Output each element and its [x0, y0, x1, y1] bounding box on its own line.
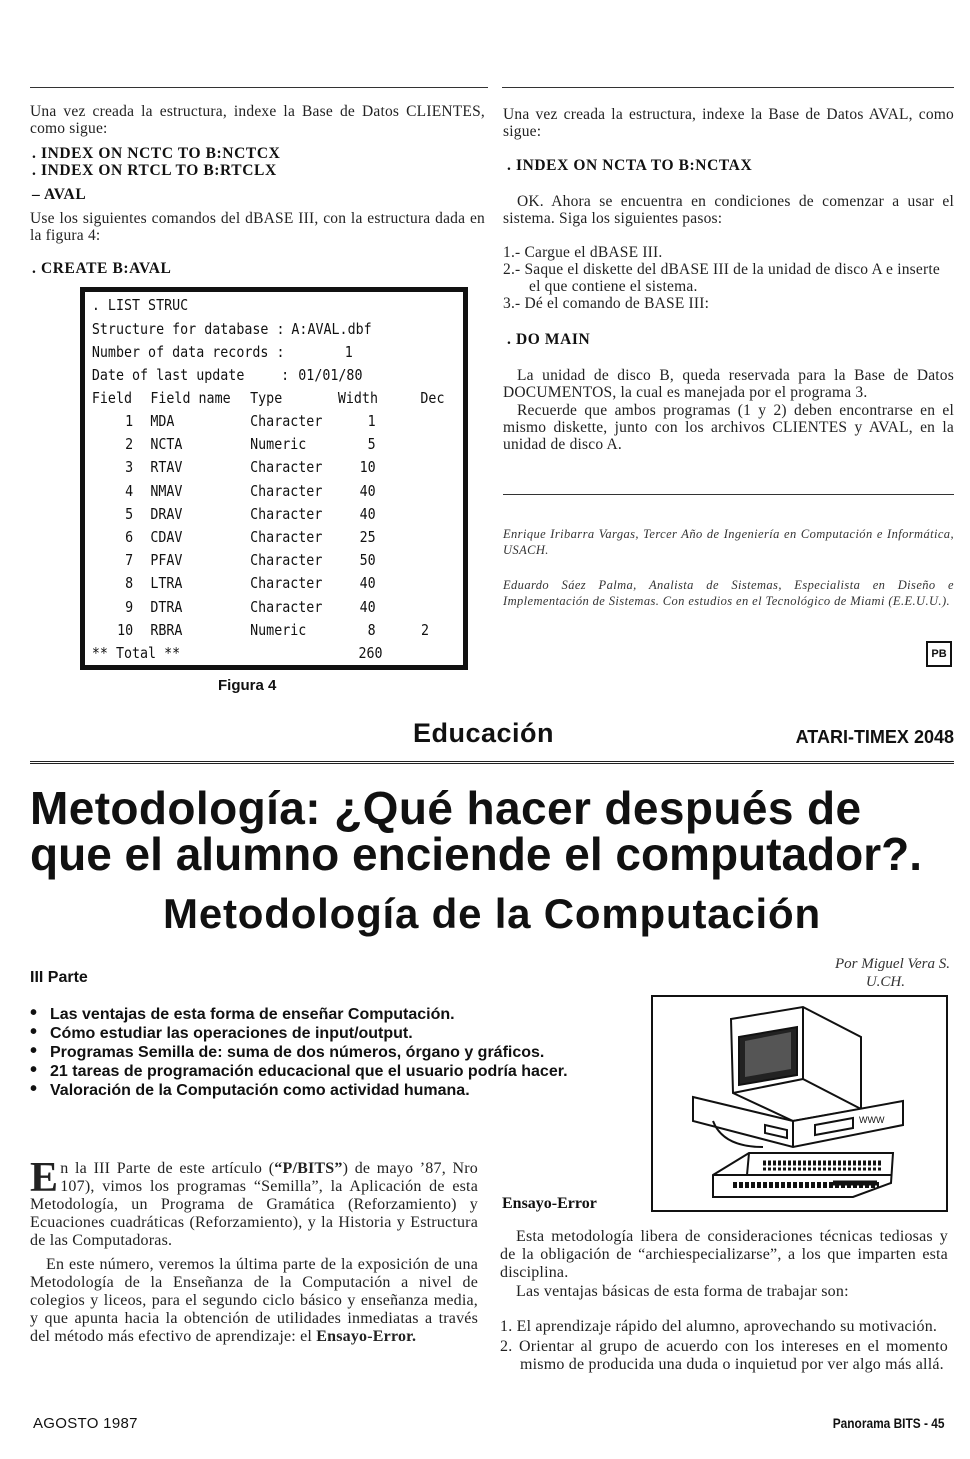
row-field-type: Character	[250, 412, 323, 430]
row-field-width: 25	[359, 528, 376, 546]
listing-row	[85, 480, 410, 502]
right-p1: La unidad de disco B, queda reservada para la Base de Datos DOCUMENTOS, la cual es manejada por el programa 3.	[503, 367, 954, 401]
row-field-number: 6	[125, 528, 134, 546]
section-name: Educación	[413, 718, 555, 748]
footer-page: Panorama BITS - 45	[832, 1415, 944, 1431]
row-field-width: 40	[359, 597, 376, 616]
header-dec: Dec	[420, 389, 445, 407]
total-label: ** Total **	[91, 644, 181, 662]
section-rule	[30, 761, 954, 764]
row-field-name: DRAV	[150, 504, 183, 523]
listing-row	[85, 619, 429, 641]
left-cmd-1: . INDEX ON NCTC TO B:NCTCX	[32, 145, 281, 162]
bullet-item: • 21 tareas de programación educacional que el usuario podría hacer.	[30, 1063, 630, 1080]
date-label: Date of last update	[91, 366, 245, 384]
header-field: Field	[91, 389, 133, 407]
step-3: 3.- Dé el comando de BASE III:	[503, 295, 710, 312]
row-field-number: 9	[125, 597, 134, 616]
ok-text: OK. Ahora se encuentra en condiciones de comenzar a usar el sistema. Siga los siguientes pasos:	[503, 193, 954, 227]
structure-value: A:AVAL.dbf	[291, 320, 372, 338]
listing-command: . LIST STRUC	[91, 296, 189, 314]
figure-4-listing	[80, 287, 468, 670]
row-field-number: 3	[125, 458, 134, 477]
listing-row	[85, 433, 410, 455]
row-field-width: 40	[359, 504, 376, 523]
bullet-item: • Cómo estudiar las operaciones de input/output.	[30, 1025, 630, 1042]
article-title-line-1: Metodología: ¿Qué hacer después de	[30, 782, 862, 834]
listing-row	[85, 503, 410, 525]
advantage-1: 1. El aprendizaje rápido del alumno, aprovechando su motivación.	[500, 1318, 938, 1335]
header-width: Width	[337, 389, 378, 407]
structure-label: Structure for database :	[91, 320, 285, 338]
listing-row	[85, 410, 410, 432]
ensayo-heading: Ensayo-Error	[502, 1195, 597, 1212]
step-2: 2.- Saque el diskette del dBASE III de la unidad de disco A e inserte el que contiene el sistema.	[503, 261, 940, 295]
section-tag: ATARI-TIMEX 2048	[795, 727, 954, 747]
bullet-item: • Las ventajas de esta forma de enseñar Computación.	[30, 1006, 630, 1023]
credits-rule	[503, 494, 954, 495]
row-field-type: Character	[250, 458, 323, 477]
left-cmd-2: . INDEX ON RTCL TO B:RTCLX	[32, 162, 277, 179]
bullet-item: • Programas Semilla de: suma de dos números, órgano y gráficos.	[30, 1044, 630, 1061]
byline-name: Por Miguel Vera S.	[835, 956, 950, 972]
row-field-name: LTRA	[150, 574, 183, 593]
date-colon: :	[281, 366, 290, 384]
row-field-name: CDAV	[150, 528, 183, 546]
row-field-number: 7	[125, 551, 134, 570]
ensayo-p1: Esta metodología libera de consideraciones técnicas tediosas y de la obligación de “archiespecializarse”, a los que imparten esta disciplina.	[500, 1228, 948, 1281]
row-field-type: Numeric	[250, 620, 307, 639]
row-field-type: Character	[250, 481, 323, 500]
article-body-2	[30, 1256, 478, 1346]
advantages-list	[500, 1318, 948, 1374]
body-1-ref: “P/BITS”	[274, 1160, 343, 1177]
body-2-highlight: Ensayo-Error.	[316, 1328, 417, 1345]
pb-badge: PB	[926, 641, 952, 667]
row-field-type: Character	[250, 574, 323, 593]
row-field-type: Character	[250, 597, 323, 616]
listing-row	[85, 526, 410, 548]
row-field-name: MDA	[150, 412, 175, 430]
row-field-number: 8	[125, 574, 134, 593]
row-field-type: Numeric	[250, 435, 307, 454]
listing-row	[85, 456, 410, 478]
row-field-name: RBRA	[150, 620, 183, 639]
header-field-name: Field name	[150, 389, 231, 407]
row-field-name: NMAV	[150, 481, 183, 500]
date-value: 01/01/80	[298, 366, 363, 384]
right-p2: Recuerde que ambos programas (1 y 2) deben encontrarse en el mismo diskette, junto con los archivos CLIENTES y AVAL, en la unidad de disco A.	[503, 402, 954, 453]
article-title-line-2: que el alumno enciende el computador?.	[30, 828, 923, 880]
listing-row	[85, 549, 410, 571]
row-field-number: 10	[117, 620, 134, 639]
listing-row	[85, 572, 410, 594]
right-cmd-2: . DO MAIN	[507, 331, 591, 348]
row-field-type: Character	[250, 551, 323, 570]
bullet-item: • Valoración de la Computación como actividad humana.	[30, 1082, 630, 1099]
records-label: Number of data records :	[91, 343, 285, 361]
records-value: 1	[344, 343, 353, 361]
row-field-type: Character	[250, 504, 323, 523]
row-field-width: 8	[367, 620, 376, 639]
body-1-rest: ) de mayo ’87, Nro 107), vimos los programas “Semilla”, la Aplicación de esta Metodología, un Programa de Gramática (Reforzamiento) y Ecuaciones cuadráticas (Reforzamiento), y la Historia y Estructura de las Computadoras.	[30, 1160, 478, 1249]
row-field-number: 2	[125, 435, 134, 454]
aval-text: Use los siguientes comandos del dBASE III, con la estructura dada en la figura 4:	[30, 210, 485, 244]
body-1-start: n la III Parte de este artículo (	[60, 1160, 275, 1177]
top-rule-right	[502, 87, 954, 88]
create-cmd: . CREATE B:AVAL	[32, 260, 172, 277]
article-subtitle: Metodología de la Computación	[163, 890, 821, 937]
total-value: 260	[358, 644, 383, 662]
listing-row	[85, 596, 410, 618]
row-field-width: 5	[367, 435, 376, 454]
figure-caption: Figura 4	[218, 677, 277, 694]
aval-heading: – AVAL	[32, 186, 87, 203]
steps-list	[503, 244, 954, 312]
row-field-number: 4	[125, 481, 134, 500]
row-field-name: DTRA	[150, 597, 183, 616]
right-intro: Una vez creada la estructura, indexe la Base de Datos AVAL, como sigue:	[503, 106, 954, 140]
top-rule-left	[30, 87, 488, 88]
article-body-1	[30, 1155, 478, 1250]
row-field-number: 5	[125, 504, 134, 523]
step-1: 1.- Cargue el dBASE III.	[503, 244, 663, 261]
row-field-name: RTAV	[150, 458, 183, 477]
row-field-number: 1	[125, 412, 134, 430]
ensayo-p2: Las ventajas básicas de esta forma de trabajar son:	[516, 1283, 849, 1300]
footer-date: AGOSTO 1987	[33, 1415, 138, 1432]
computer-icon	[653, 997, 946, 1210]
summary-bullets	[30, 1006, 630, 1101]
body-2-text: En este número, veremos la última parte de la exposición de una Metodología de la Enseñanza de la Computación a nivel de colegios y liceos, para el segundo ciclo básico y enseñanza media, y que apunta hacia la obtención de utilidades inmediatas a través del método más efectivo de aprendizaje: el	[30, 1256, 478, 1345]
credit-2: Eduardo Sáez Palma, Analista de Sistemas, Especialista en Diseño e Implementación de Sistemas. Con estudios en el Tecnológico de Miami (E.E.U.U.).	[503, 578, 954, 608]
computer-label: WWW	[859, 1115, 885, 1125]
part-label: III Parte	[30, 969, 88, 986]
computer-illustration	[651, 995, 948, 1212]
row-field-width: 40	[359, 574, 376, 593]
row-field-width: 1	[367, 412, 376, 430]
row-field-width: 40	[359, 481, 376, 500]
byline-org: U.CH.	[865, 974, 905, 990]
row-field-width: 50	[359, 551, 376, 570]
advantage-2: 2. Orientar al grupo de acuerdo con los intereses en el momento mismo de producida una duda o inquietud por ver algo más allá.	[500, 1338, 948, 1373]
row-field-name: PFAV	[150, 551, 183, 570]
left-intro: Una vez creada la estructura, indexe la Base de Datos CLIENTES, como sigue:	[30, 103, 485, 137]
credit-1: Enrique Iribarra Vargas, Tercer Año de Ingeniería en Computación e Informática, USACH.	[503, 527, 954, 557]
row-field-name: NCTA	[150, 435, 183, 454]
drop-cap: E	[30, 1155, 59, 1201]
row-field-width: 10	[359, 458, 376, 477]
right-cmd-1: . INDEX ON NCTA TO B:NCTAX	[507, 157, 753, 174]
row-field-type: Character	[250, 528, 323, 546]
row-field-dec: 2	[420, 620, 429, 639]
header-type: Type	[250, 389, 283, 407]
